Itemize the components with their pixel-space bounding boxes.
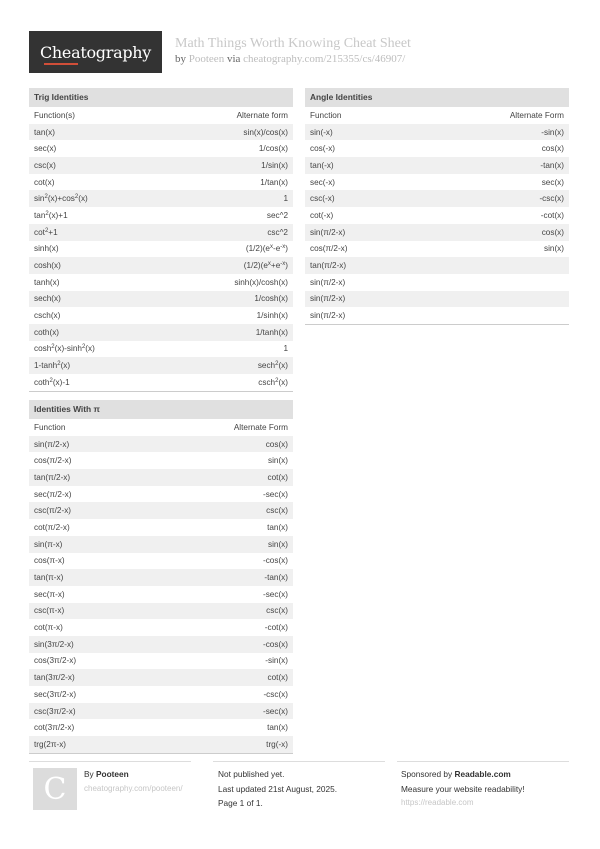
function-cell: tan(x) xyxy=(34,127,55,137)
table-row xyxy=(29,241,293,258)
table-row xyxy=(29,157,293,174)
alternate-form-cell: -tan(x) xyxy=(540,160,564,170)
function-cell: cos(3π/2-x) xyxy=(34,656,77,666)
function-cell: $1-\tanh^2(x)$ xyxy=(34,361,71,371)
via-word: via xyxy=(226,53,241,65)
table-row xyxy=(305,224,569,241)
function-cell: cot(3π/2-x) xyxy=(34,723,75,733)
footer-divider xyxy=(29,761,191,762)
alternate-form-cell: -cos(x) xyxy=(262,639,288,649)
function-cell: tan(π/2-x) xyxy=(310,261,347,271)
alternate-form-cell: 1/tan(x) xyxy=(260,177,288,187)
alternate-form-cell: 1/tanh(x) xyxy=(255,327,288,337)
alternate-form-cell: -cot(x) xyxy=(264,623,288,633)
table-row xyxy=(29,703,293,720)
author-link[interactable]: Pooteen xyxy=(188,53,225,65)
identities-with-pi-panel xyxy=(29,400,293,754)
table-row xyxy=(305,241,569,258)
table-row xyxy=(29,553,293,570)
alternate-form-cell: sin(x) xyxy=(267,539,288,549)
alternate-form-cell: csch$^2$(x) xyxy=(258,377,288,387)
logo-underline xyxy=(44,63,78,65)
angle-identities-panel xyxy=(305,88,569,325)
alternate-form-cell: csc^2 xyxy=(267,227,288,237)
table-row xyxy=(305,124,569,141)
alternate-form-cell: tan(x) xyxy=(267,723,288,733)
function-cell: sec(-x) xyxy=(310,177,336,187)
sponsor-link[interactable]: https://readable.com xyxy=(401,798,474,807)
alternate-form-cell: cos(x) xyxy=(541,144,564,154)
table-row xyxy=(29,636,293,653)
function-cell: csc(x) xyxy=(34,160,56,170)
alternate-form-cell: csc(x) xyxy=(266,506,288,516)
table-row xyxy=(29,719,293,736)
sheet-url-link[interactable]: cheatography.com/215355/cs/46907/ xyxy=(243,53,406,65)
table-row xyxy=(305,174,569,191)
alternate-form-cell: 1/cosh(x) xyxy=(254,294,288,304)
function-cell: tan(π/2-x) xyxy=(34,472,71,482)
table-row xyxy=(29,536,293,553)
column-header: Function xyxy=(34,422,66,432)
alternate-form-cell: -sec(x) xyxy=(262,589,288,599)
table-row xyxy=(29,569,293,586)
table-row xyxy=(305,157,569,174)
table-row xyxy=(29,190,293,207)
alternate-form-cell: -tan(x) xyxy=(264,573,288,583)
function-cell: $\sin^2(x)+\cos^2(x)$ xyxy=(34,194,88,204)
panel-title: Identities With π xyxy=(29,400,293,419)
function-cell: cos(π/2-x) xyxy=(310,244,348,254)
function-cell: coth(x) xyxy=(34,327,60,337)
table-row xyxy=(29,324,293,341)
sponsored-label: Sponsored by xyxy=(401,769,453,779)
table-row xyxy=(29,486,293,503)
table-row xyxy=(29,257,293,274)
table-row xyxy=(29,374,293,391)
table-row xyxy=(29,686,293,703)
alternate-form-cell: 1 xyxy=(283,344,288,354)
table-row xyxy=(29,174,293,191)
function-cell: cos(π-x) xyxy=(34,556,65,566)
function-cell: csc(π/2-x) xyxy=(34,506,72,516)
alternate-form-cell: -cos(x) xyxy=(262,556,288,566)
function-cell: sin(π/2-x) xyxy=(34,439,70,449)
function-cell: cos(π/2-x) xyxy=(34,456,72,466)
sponsor-line xyxy=(401,769,511,779)
column-header: Alternate Form xyxy=(509,110,564,120)
table-row xyxy=(29,653,293,670)
table-row xyxy=(29,502,293,519)
publish-status: Not published yet. xyxy=(218,769,285,779)
sponsor-name[interactable]: Readable.com xyxy=(454,769,511,779)
table-row xyxy=(29,519,293,536)
alternate-form-cell: -sec(x) xyxy=(262,489,288,499)
function-cell: coth$^2$(x)-1 xyxy=(34,377,70,387)
function-cell: sec(π/2-x) xyxy=(34,489,72,499)
function-cell: sec(3π/2-x) xyxy=(34,689,77,699)
sponsor-tagline: Measure your website readability! xyxy=(401,784,525,794)
function-cell: $\tan^2(x)+1$ xyxy=(34,210,68,220)
angle-identities-table xyxy=(305,107,569,325)
alternate-form-cell: tan(x) xyxy=(267,522,288,532)
alternate-form-cell: 1 xyxy=(283,194,288,204)
function-cell: sin(π/2-x) xyxy=(310,227,346,237)
column-header: Function(s) xyxy=(34,110,75,120)
alternate-form-cell: -sin(x) xyxy=(265,656,288,666)
function-cell: sin(-x) xyxy=(310,127,333,137)
alternate-form-cell: $(1/2)(e^x-e^{-x})$ xyxy=(245,244,288,254)
column-header: Alternate Form xyxy=(233,422,288,432)
table-row xyxy=(305,190,569,207)
table-row xyxy=(29,357,293,374)
function-cell: cot(π/2-x) xyxy=(34,522,70,532)
function-cell: tan(π-x) xyxy=(34,573,64,583)
alternate-form-cell: cot(x) xyxy=(267,472,288,482)
alternate-form-cell: trg(-x) xyxy=(266,739,288,749)
function-cell: csc(π-x) xyxy=(34,606,65,616)
alternate-form-cell: csc(x) xyxy=(266,606,288,616)
table-row xyxy=(305,274,569,291)
table-row xyxy=(305,207,569,224)
table-row xyxy=(305,307,569,324)
last-updated: Last updated 21st August, 2025. xyxy=(218,784,338,794)
page-title: Math Things Worth Knowing Cheat Sheet xyxy=(175,36,411,51)
alternate-form-cell: cos(x) xyxy=(541,227,564,237)
alternate-form-cell: $(1/2)(e^x+e^{-x})$ xyxy=(243,261,288,271)
alternate-form-cell: cot(x) xyxy=(267,673,288,683)
table-row xyxy=(29,140,293,157)
alternate-form-cell: -sin(x) xyxy=(541,127,564,137)
function-cell: tan(3π/2-x) xyxy=(34,673,75,683)
table-row xyxy=(29,436,293,453)
alternate-form-cell: 1/sinh(x) xyxy=(256,311,288,321)
function-cell: sin(3π/2-x) xyxy=(34,639,74,649)
table-row xyxy=(29,341,293,358)
function-cell: cot(π-x) xyxy=(34,623,63,633)
table-header-row xyxy=(305,107,569,124)
function-cell: cosh(x) xyxy=(34,261,61,271)
function-cell: sin(π-x) xyxy=(34,539,63,549)
function-cell: sin(π/2-x) xyxy=(310,294,346,304)
table-row xyxy=(29,207,293,224)
function-cell: csc(-x) xyxy=(310,194,335,204)
table-row xyxy=(29,291,293,308)
alternate-form-cell: sec^2 xyxy=(266,210,288,220)
table-row xyxy=(29,469,293,486)
table-row xyxy=(29,669,293,686)
table-row xyxy=(29,586,293,603)
trig-identities-table xyxy=(29,107,293,392)
table-row xyxy=(29,736,293,753)
footer-author xyxy=(84,769,129,779)
table-header-row xyxy=(29,107,293,124)
page-number: Page 1 of 1. xyxy=(218,798,263,808)
alternate-form-cell: -csc(x) xyxy=(539,194,564,204)
table-row xyxy=(29,124,293,141)
function-cell: sec(x) xyxy=(34,144,57,154)
table-row xyxy=(29,619,293,636)
function-cell: sec(π-x) xyxy=(34,589,65,599)
alternate-form-cell: sin(x)/cos(x) xyxy=(243,127,288,137)
trig-identities-panel xyxy=(29,88,293,392)
table-row xyxy=(305,291,569,308)
alternate-form-cell: sin(x) xyxy=(267,456,288,466)
table-row xyxy=(29,274,293,291)
function-cell: cot(-x) xyxy=(310,210,334,220)
function-cell: csc(3π/2-x) xyxy=(34,706,76,716)
alternate-form-cell: -sec(x) xyxy=(262,706,288,716)
alternate-form-cell: 1/cos(x) xyxy=(258,144,288,154)
column-header: Alternate form xyxy=(236,110,288,120)
function-cell: $\cosh^2(x)-\sinh^2(x)$ xyxy=(34,344,95,354)
function-cell: cos(-x) xyxy=(310,144,336,154)
alternate-form-cell: sec(x) xyxy=(541,177,564,187)
alternate-form-cell: cos(x) xyxy=(265,439,288,449)
function-cell: tan(-x) xyxy=(310,160,334,170)
function-cell: sech(x) xyxy=(34,294,61,304)
alternate-form-cell: sin(x) xyxy=(543,244,564,254)
panel-title: Angle Identities xyxy=(305,88,569,107)
alternate-form-cell: sech$^2$(x) xyxy=(257,361,288,371)
alternate-form-cell: -cot(x) xyxy=(540,210,564,220)
panel-title: Trig Identities xyxy=(29,88,293,107)
by-label: By xyxy=(84,769,94,779)
function-cell: $\cot^2+1$ xyxy=(34,227,58,237)
author-profile-link[interactable]: cheatography.com/pooteen/ xyxy=(84,784,183,793)
footer-divider xyxy=(213,761,385,762)
logo-text: Cheatography xyxy=(39,42,152,62)
table-row xyxy=(305,257,569,274)
function-cell: sin(π/2-x) xyxy=(310,311,346,321)
function-cell: sin(π/2-x) xyxy=(310,277,346,287)
function-cell: trg(2π-x) xyxy=(34,739,67,749)
footer-divider xyxy=(397,761,569,762)
footer-author-name[interactable]: Pooteen xyxy=(96,769,129,779)
table-row xyxy=(29,307,293,324)
function-cell: tanh(x) xyxy=(34,277,60,287)
byline xyxy=(175,53,405,65)
identities-with-pi-table xyxy=(29,419,293,754)
table-row xyxy=(29,603,293,620)
function-cell: csch(x) xyxy=(34,311,61,321)
alternate-form-cell: sinh(x)/cosh(x) xyxy=(234,277,288,287)
cheatography-logo[interactable] xyxy=(29,31,162,73)
function-cell: cot(x) xyxy=(34,177,55,187)
table-header-row xyxy=(29,419,293,436)
author-avatar[interactable]: C xyxy=(33,768,77,810)
column-header: Function xyxy=(310,110,342,120)
table-row xyxy=(305,140,569,157)
alternate-form-cell: -csc(x) xyxy=(263,689,288,699)
alternate-form-cell: 1/sin(x) xyxy=(261,160,288,170)
table-row xyxy=(29,224,293,241)
by-word: by xyxy=(175,53,186,65)
function-cell: sinh(x) xyxy=(34,244,59,254)
table-row xyxy=(29,452,293,469)
